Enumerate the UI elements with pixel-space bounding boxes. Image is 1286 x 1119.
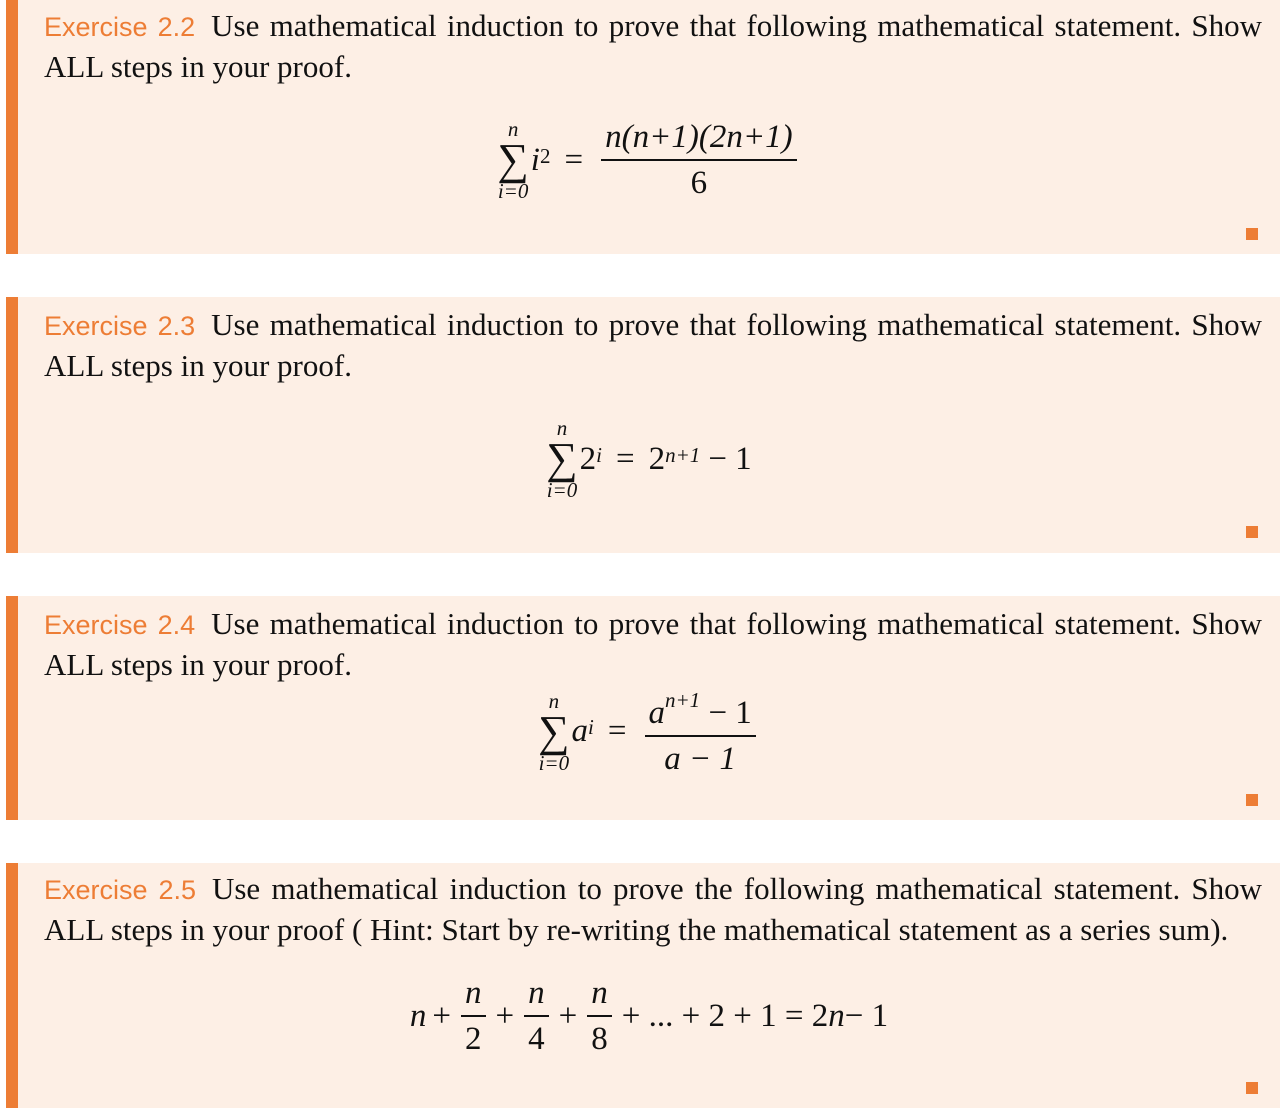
sigma-symbol: ∑ bbox=[538, 706, 570, 756]
plus-sign: + bbox=[432, 997, 452, 1034]
sum-exponent: i bbox=[588, 715, 594, 739]
exercise-label: Exercise 2.2 bbox=[44, 12, 196, 42]
exercise-box-2-5 bbox=[6, 863, 1280, 1108]
sum-exponent: i bbox=[596, 442, 603, 467]
fraction-numerator: n bbox=[587, 975, 612, 1017]
fraction-numerator: n bbox=[524, 975, 549, 1017]
sigma-symbol: ∑ bbox=[546, 434, 578, 483]
summation bbox=[538, 690, 569, 774]
equals-sign: = bbox=[616, 440, 635, 477]
fraction-denominator: 4 bbox=[528, 1021, 545, 1057]
fraction-denominator: 6 bbox=[690, 165, 708, 201]
series-tail: + ... + 2 + 1 = 2 bbox=[621, 997, 829, 1034]
fraction-denominator: 8 bbox=[591, 1021, 608, 1057]
exercise-box-2-4 bbox=[6, 596, 1280, 820]
series-tail-end: − 1 bbox=[844, 997, 889, 1034]
fraction-numerator bbox=[645, 686, 756, 737]
fraction-denominator: a − 1 bbox=[664, 741, 737, 777]
exercise-text: Use mathematical induction to prove that following mathematical statement. Show ALL steps in your proof. bbox=[44, 8, 1262, 84]
plus-sign: + bbox=[558, 997, 578, 1034]
summation bbox=[546, 417, 577, 501]
sum-upper-limit: n bbox=[507, 117, 519, 141]
equals-sign: = bbox=[564, 141, 584, 178]
exercise-text: Use mathematical induction to prove that following mathematical statement. Show ALL steps in your proof. bbox=[44, 307, 1262, 383]
fraction-n-over-8 bbox=[587, 975, 612, 1057]
equals-sign: = bbox=[607, 713, 627, 749]
exercise-statement bbox=[44, 604, 1262, 685]
fraction-denominator: 2 bbox=[465, 1021, 482, 1057]
exercise-statement bbox=[44, 869, 1262, 950]
exercise-label: Exercise 2.3 bbox=[44, 311, 196, 341]
exercise-text: Use mathematical induction to prove the following mathematical statement. Show ALL steps in your proof ( Hint: Start by re-writing the mathematical statement as a series sum). bbox=[44, 871, 1262, 947]
sum-term: 2 bbox=[579, 440, 597, 477]
fraction-n-over-2 bbox=[461, 975, 486, 1057]
sum-lower-limit: i=0 bbox=[538, 750, 570, 775]
sum-upper-limit: n bbox=[548, 688, 560, 713]
sum-term: i bbox=[530, 141, 540, 178]
sum-term: a bbox=[571, 713, 589, 749]
rhs-tail: − 1 bbox=[708, 440, 752, 477]
numerator-base: a bbox=[648, 695, 666, 731]
qed-square-icon bbox=[1246, 1082, 1258, 1094]
exercise-label: Exercise 2.4 bbox=[44, 610, 196, 640]
fraction bbox=[601, 119, 797, 201]
exercise-text: Use mathematical induction to prove that following mathematical statement. Show ALL steps in your proof. bbox=[44, 606, 1262, 682]
equation-geometric-two bbox=[18, 417, 1280, 501]
plus-sign: + bbox=[495, 997, 515, 1034]
equation-geometric-a bbox=[18, 686, 1280, 777]
qed-square-icon bbox=[1246, 228, 1258, 240]
qed-square-icon bbox=[1246, 794, 1258, 806]
exercise-box-2-3 bbox=[6, 297, 1280, 553]
qed-square-icon bbox=[1246, 526, 1258, 538]
sum-lower-limit: i=0 bbox=[546, 478, 578, 502]
rhs-exponent: n+1 bbox=[665, 442, 701, 467]
fraction bbox=[645, 686, 756, 777]
sum-lower-limit: i=0 bbox=[497, 179, 529, 203]
equation-sum-squares bbox=[18, 118, 1280, 202]
sum-upper-limit: n bbox=[556, 416, 568, 440]
exercise-label: Exercise 2.5 bbox=[44, 875, 196, 905]
exercise-box-2-2 bbox=[6, 0, 1280, 254]
numerator-exponent: n+1 bbox=[665, 688, 701, 712]
series-first-term: n bbox=[409, 997, 427, 1034]
fraction-numerator: n bbox=[461, 975, 486, 1017]
rhs-base: 2 bbox=[648, 440, 666, 477]
equation-halving-series bbox=[18, 975, 1280, 1057]
fraction-n-over-4 bbox=[524, 975, 549, 1057]
exercise-statement bbox=[44, 305, 1262, 386]
series-tail-variable: n bbox=[828, 997, 845, 1034]
sigma-symbol: ∑ bbox=[497, 135, 529, 184]
exercise-statement bbox=[44, 6, 1262, 87]
sum-exponent: 2 bbox=[539, 143, 551, 168]
summation bbox=[497, 118, 528, 202]
numerator-tail: − 1 bbox=[700, 695, 752, 731]
fraction-numerator: n(n+1)(2n+1) bbox=[601, 119, 797, 161]
